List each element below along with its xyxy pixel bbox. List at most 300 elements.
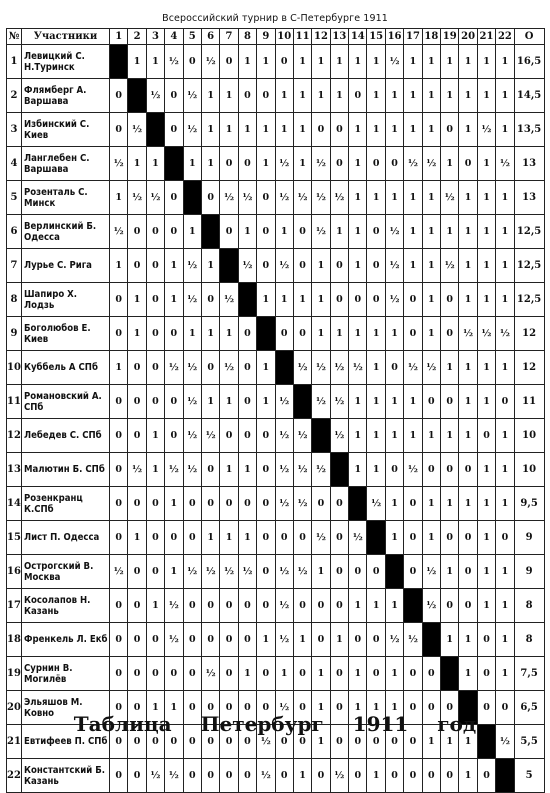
player-total: 12,5	[514, 283, 544, 317]
result-cell: 1	[110, 351, 128, 385]
result-cell: ½	[312, 215, 330, 249]
result-cell: 0	[201, 759, 219, 793]
result-cell: 0	[367, 725, 385, 759]
result-cell: 0	[367, 623, 385, 657]
result-cell: 1	[146, 453, 164, 487]
result-cell: ½	[422, 555, 440, 589]
result-cell: 0	[441, 453, 459, 487]
diagonal-cell	[422, 623, 440, 657]
result-cell: 1	[422, 181, 440, 215]
result-cell: 0	[201, 181, 219, 215]
result-cell: 0	[367, 147, 385, 181]
player-row	[7, 657, 545, 691]
result-cell: 0	[441, 521, 459, 555]
result-cell: ½	[110, 147, 128, 181]
result-cell: 1	[183, 147, 201, 181]
result-cell: ½	[220, 181, 238, 215]
player-name: Сурнин В. Могилёв	[22, 657, 110, 691]
header-round-9: 9	[257, 29, 275, 45]
result-cell: 1	[459, 385, 477, 419]
player-total: 12,5	[514, 249, 544, 283]
player-total: 13,5	[514, 113, 544, 147]
result-cell: 1	[293, 623, 311, 657]
result-cell: 1	[367, 759, 385, 793]
result-cell: 1	[496, 45, 514, 79]
result-cell: 0	[128, 351, 146, 385]
result-cell: 0	[367, 249, 385, 283]
result-cell: 0	[330, 589, 348, 623]
result-cell: 1	[349, 453, 367, 487]
result-cell: 1	[422, 317, 440, 351]
result-cell: 1	[165, 691, 183, 725]
result-cell: 0	[146, 623, 164, 657]
result-cell: 0	[183, 589, 201, 623]
player-total: 8	[514, 589, 544, 623]
result-cell: 1	[349, 45, 367, 79]
result-cell: 1	[201, 249, 219, 283]
result-cell: 1	[422, 283, 440, 317]
result-cell: 0	[238, 589, 256, 623]
result-cell: 0	[165, 113, 183, 147]
result-cell: ½	[349, 351, 367, 385]
result-cell: 0	[459, 453, 477, 487]
header-round-17: 17	[404, 29, 422, 45]
crosstable	[6, 28, 545, 793]
player-name: Лист П. Одесса	[22, 521, 110, 555]
result-cell: 0	[201, 351, 219, 385]
result-cell: 0	[257, 215, 275, 249]
result-cell: 0	[441, 113, 459, 147]
result-cell: 0	[128, 215, 146, 249]
player-total: 10	[514, 419, 544, 453]
player-total: 8	[514, 623, 544, 657]
result-cell: ½	[293, 351, 311, 385]
result-cell: 0	[330, 113, 348, 147]
header-round-1: 1	[110, 29, 128, 45]
player-row	[7, 623, 545, 657]
player-total: 5	[514, 759, 544, 793]
result-cell: 1	[257, 351, 275, 385]
result-cell: 0	[293, 691, 311, 725]
diagonal-cell	[496, 759, 514, 793]
result-cell: 1	[238, 657, 256, 691]
result-cell: ½	[220, 283, 238, 317]
result-cell: 0	[496, 385, 514, 419]
player-total: 5,5	[514, 725, 544, 759]
result-cell: 0	[404, 555, 422, 589]
result-cell: 1	[201, 521, 219, 555]
result-cell: 0	[404, 521, 422, 555]
result-cell: ½	[422, 351, 440, 385]
result-cell: 1	[477, 453, 495, 487]
result-cell: 0	[459, 589, 477, 623]
result-cell: ½	[312, 385, 330, 419]
result-cell: 1	[459, 283, 477, 317]
result-cell: 0	[220, 623, 238, 657]
diagonal-cell	[201, 215, 219, 249]
result-cell: 0	[128, 725, 146, 759]
result-cell: ½	[293, 555, 311, 589]
result-cell: 0	[349, 759, 367, 793]
result-cell: 0	[128, 487, 146, 521]
result-cell: 0	[201, 283, 219, 317]
result-cell: 0	[220, 657, 238, 691]
result-cell: 1	[330, 623, 348, 657]
result-cell: 1	[146, 147, 164, 181]
player-row	[7, 555, 545, 589]
result-cell: 1	[330, 79, 348, 113]
result-cell: 1	[220, 521, 238, 555]
result-cell: 0	[220, 725, 238, 759]
result-cell: 1	[275, 657, 293, 691]
result-cell: ½	[477, 317, 495, 351]
result-cell: ½	[441, 181, 459, 215]
result-cell: 1	[422, 725, 440, 759]
result-cell: ½	[312, 181, 330, 215]
result-cell: 0	[275, 759, 293, 793]
result-cell: 0	[257, 79, 275, 113]
result-cell: 0	[477, 623, 495, 657]
result-cell: 1	[146, 45, 164, 79]
result-cell: 0	[404, 317, 422, 351]
player-number: 19	[7, 657, 22, 691]
result-cell: 1	[477, 249, 495, 283]
player-name: Романовский А. СПб	[22, 385, 110, 419]
result-cell: 1	[385, 181, 403, 215]
result-cell: ½	[385, 215, 403, 249]
result-cell: 1	[367, 79, 385, 113]
result-cell: 0	[257, 691, 275, 725]
header-round-2: 2	[128, 29, 146, 45]
result-cell: 0	[367, 657, 385, 691]
result-cell: 0	[404, 657, 422, 691]
result-cell: 0	[183, 521, 201, 555]
result-cell: 1	[496, 181, 514, 215]
result-cell: 1	[459, 725, 477, 759]
result-cell: 1	[422, 249, 440, 283]
result-cell: 0	[312, 487, 330, 521]
result-cell: 0	[220, 419, 238, 453]
result-cell: 0	[422, 453, 440, 487]
result-cell: ½	[257, 725, 275, 759]
result-cell: 1	[367, 691, 385, 725]
result-cell: 1	[312, 317, 330, 351]
result-cell: ½	[183, 385, 201, 419]
result-cell: 1	[330, 317, 348, 351]
result-cell: ½	[165, 351, 183, 385]
result-cell: ½	[477, 113, 495, 147]
diagonal-cell	[165, 147, 183, 181]
player-row	[7, 249, 545, 283]
result-cell: 0	[293, 589, 311, 623]
result-cell: ½	[422, 589, 440, 623]
result-cell: ½	[275, 589, 293, 623]
diagonal-cell	[293, 385, 311, 419]
result-cell: 1	[367, 317, 385, 351]
header-number: №	[7, 29, 22, 45]
result-cell: ½	[146, 79, 164, 113]
player-name: Розенталь С. Минск	[22, 181, 110, 215]
result-cell: 0	[330, 487, 348, 521]
result-cell: ½	[275, 555, 293, 589]
result-cell: ½	[201, 555, 219, 589]
result-cell: 0	[220, 45, 238, 79]
result-cell: ½	[496, 725, 514, 759]
header-round-13: 13	[330, 29, 348, 45]
result-cell: 0	[238, 691, 256, 725]
result-cell: ½	[110, 555, 128, 589]
result-cell: 1	[349, 589, 367, 623]
result-cell: 1	[496, 657, 514, 691]
player-number: 9	[7, 317, 22, 351]
diagonal-cell	[238, 283, 256, 317]
result-cell: ½	[349, 521, 367, 555]
tournament-title: Всероссийский турнир в С-Петербурге 1911	[162, 13, 388, 24]
result-cell: 1	[128, 317, 146, 351]
result-cell: 1	[275, 113, 293, 147]
result-cell: 1	[293, 45, 311, 79]
result-cell: 0	[257, 555, 275, 589]
result-cell: 1	[422, 79, 440, 113]
result-cell: 1	[312, 657, 330, 691]
player-name: Левицкий С. Н.Туринск	[22, 45, 110, 79]
result-cell: ½	[275, 453, 293, 487]
result-cell: 0	[275, 725, 293, 759]
result-cell: 1	[165, 283, 183, 317]
result-cell: 1	[459, 487, 477, 521]
player-total: 12	[514, 317, 544, 351]
result-cell: 0	[183, 487, 201, 521]
result-cell: 1	[312, 79, 330, 113]
result-cell: ½	[293, 181, 311, 215]
header-round-8: 8	[238, 29, 256, 45]
player-total: 9,5	[514, 487, 544, 521]
player-row	[7, 79, 545, 113]
result-cell: 0	[257, 589, 275, 623]
result-cell: 0	[257, 657, 275, 691]
result-cell: 0	[349, 725, 367, 759]
result-cell: 1	[312, 249, 330, 283]
player-number: 1	[7, 45, 22, 79]
result-cell: 1	[238, 113, 256, 147]
result-cell: 0	[146, 487, 164, 521]
result-cell: 0	[110, 623, 128, 657]
result-cell: 0	[128, 657, 146, 691]
result-cell: 1	[220, 317, 238, 351]
result-cell: 1	[441, 351, 459, 385]
player-number: 6	[7, 215, 22, 249]
result-cell: 0	[238, 79, 256, 113]
result-cell: 0	[477, 657, 495, 691]
result-cell: 0	[146, 249, 164, 283]
result-cell: 0	[220, 487, 238, 521]
result-cell: 1	[385, 521, 403, 555]
result-cell: 0	[330, 521, 348, 555]
result-cell: 0	[201, 487, 219, 521]
result-cell: 1	[220, 385, 238, 419]
result-cell: 1	[385, 113, 403, 147]
result-cell: 0	[165, 521, 183, 555]
result-cell: 0	[165, 181, 183, 215]
result-cell: 0	[404, 725, 422, 759]
result-cell: 1	[477, 79, 495, 113]
result-cell: 1	[128, 45, 146, 79]
result-cell: 1	[496, 589, 514, 623]
result-cell: 1	[422, 45, 440, 79]
result-cell: 0	[110, 521, 128, 555]
result-cell: ½	[201, 45, 219, 79]
result-cell: 1	[441, 487, 459, 521]
result-cell: ½	[128, 181, 146, 215]
result-cell: ½	[183, 79, 201, 113]
result-cell: 1	[459, 79, 477, 113]
result-cell: 1	[385, 385, 403, 419]
result-cell: 1	[385, 657, 403, 691]
player-name: Ланглебен С. Варшава	[22, 147, 110, 181]
result-cell: 0	[367, 215, 385, 249]
result-cell: 0	[183, 657, 201, 691]
result-cell: 0	[293, 317, 311, 351]
result-cell: 1	[385, 317, 403, 351]
player-total: 16,5	[514, 45, 544, 79]
header-round-16: 16	[385, 29, 403, 45]
result-cell: ½	[275, 623, 293, 657]
result-cell: 1	[459, 215, 477, 249]
header-round-22: 22	[496, 29, 514, 45]
result-cell: 1	[385, 691, 403, 725]
result-cell: ½	[183, 113, 201, 147]
result-cell: 0	[146, 385, 164, 419]
player-total: 13	[514, 181, 544, 215]
result-cell: 1	[404, 249, 422, 283]
result-cell: 1	[367, 351, 385, 385]
result-cell: 0	[275, 45, 293, 79]
result-cell: 0	[441, 691, 459, 725]
player-row	[7, 147, 545, 181]
result-cell: 1	[293, 113, 311, 147]
result-cell: ½	[220, 351, 238, 385]
result-cell: 1	[459, 45, 477, 79]
result-cell: 1	[441, 147, 459, 181]
result-cell: 1	[367, 419, 385, 453]
diagonal-cell	[349, 487, 367, 521]
result-cell: 0	[404, 691, 422, 725]
result-cell: 0	[220, 589, 238, 623]
result-cell: 1	[459, 181, 477, 215]
result-cell: 0	[330, 691, 348, 725]
result-cell: 0	[220, 691, 238, 725]
result-cell: 1	[367, 181, 385, 215]
result-cell: 0	[441, 283, 459, 317]
player-row	[7, 385, 545, 419]
result-cell: 1	[220, 113, 238, 147]
player-name: Лурье С. Рига	[22, 249, 110, 283]
result-cell: 0	[257, 521, 275, 555]
result-cell: 0	[110, 759, 128, 793]
diagonal-cell	[275, 351, 293, 385]
result-cell: 1	[385, 79, 403, 113]
result-cell: ½	[183, 419, 201, 453]
result-cell: 0	[238, 487, 256, 521]
player-number: 10	[7, 351, 22, 385]
result-cell: 1	[349, 113, 367, 147]
result-cell: 1	[165, 555, 183, 589]
player-number: 13	[7, 453, 22, 487]
result-cell: ½	[275, 147, 293, 181]
result-cell: 0	[220, 759, 238, 793]
result-cell: 1	[146, 589, 164, 623]
diagonal-cell	[312, 419, 330, 453]
result-cell: 0	[349, 555, 367, 589]
header-row	[7, 29, 545, 45]
result-cell: 0	[404, 487, 422, 521]
result-cell: 0	[459, 147, 477, 181]
result-cell: 0	[238, 385, 256, 419]
result-cell: 0	[220, 147, 238, 181]
player-number: 18	[7, 623, 22, 657]
result-cell: 1	[496, 487, 514, 521]
result-cell: 1	[110, 249, 128, 283]
result-cell: ½	[330, 759, 348, 793]
result-cell: 0	[201, 589, 219, 623]
result-cell: 1	[459, 113, 477, 147]
result-cell: 0	[146, 351, 164, 385]
result-cell: 1	[477, 45, 495, 79]
result-cell: 0	[293, 521, 311, 555]
result-cell: ½	[183, 351, 201, 385]
player-name: Константский Б. Казань	[22, 759, 110, 793]
header-participants: Участники	[22, 29, 110, 45]
result-cell: ½	[275, 487, 293, 521]
result-cell: 0	[459, 555, 477, 589]
player-row	[7, 45, 545, 79]
header-total: О	[514, 29, 544, 45]
result-cell: 1	[441, 555, 459, 589]
result-cell: 1	[404, 385, 422, 419]
player-number: 5	[7, 181, 22, 215]
result-cell: 1	[459, 351, 477, 385]
header-round-18: 18	[422, 29, 440, 45]
player-number: 7	[7, 249, 22, 283]
player-number: 14	[7, 487, 22, 521]
result-cell: 1	[275, 215, 293, 249]
result-cell: 1	[477, 385, 495, 419]
result-cell: 1	[422, 215, 440, 249]
result-cell: ½	[165, 453, 183, 487]
result-cell: 1	[238, 453, 256, 487]
result-cell: ½	[165, 45, 183, 79]
result-cell: ½	[110, 215, 128, 249]
result-cell: 1	[477, 487, 495, 521]
player-row	[7, 759, 545, 793]
result-cell: 0	[128, 589, 146, 623]
result-cell: ½	[146, 759, 164, 793]
player-total: 14,5	[514, 79, 544, 113]
result-cell: 0	[183, 623, 201, 657]
result-cell: ½	[275, 691, 293, 725]
result-cell: ½	[496, 317, 514, 351]
result-cell: 1	[128, 283, 146, 317]
result-cell: 0	[441, 317, 459, 351]
result-cell: 1	[275, 283, 293, 317]
result-cell: 1	[257, 147, 275, 181]
header-round-15: 15	[367, 29, 385, 45]
result-cell: ½	[385, 249, 403, 283]
player-total: 11	[514, 385, 544, 419]
result-cell: 0	[257, 419, 275, 453]
result-cell: ½	[238, 181, 256, 215]
result-cell: 1	[496, 215, 514, 249]
